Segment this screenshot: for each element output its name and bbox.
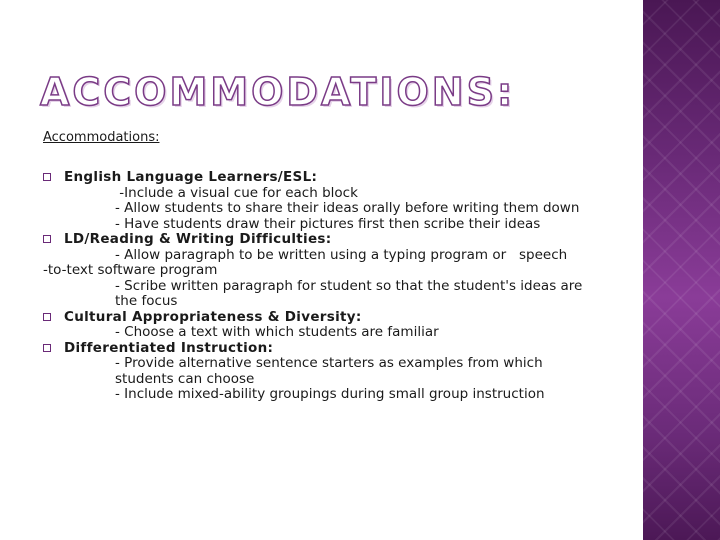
list-item: - Provide alternative sentence starters as examples from which students can choose bbox=[115, 355, 543, 387]
section-heading-text: Differentiated Instruction: bbox=[64, 339, 274, 356]
bullet-square-icon bbox=[43, 173, 51, 181]
section-heading-cultural bbox=[43, 310, 613, 326]
list-item: -to-text software program bbox=[43, 262, 218, 278]
bullet-square-icon bbox=[43, 235, 51, 243]
section-heading-text: English Language Learners/ESL: bbox=[64, 169, 318, 185]
section-heading-ld bbox=[43, 232, 613, 248]
list-item: - Allow students to share their ideas orally before writing them down bbox=[115, 200, 580, 216]
bullet-square-icon bbox=[43, 313, 51, 321]
list-item: -Include a visual cue for each block bbox=[115, 184, 358, 201]
bullet-square-icon bbox=[43, 344, 51, 352]
subheading: Accommodations: bbox=[43, 130, 160, 145]
list-item: - Have students draw their pictures first then scribe their ideas bbox=[115, 215, 541, 232]
slide-title: ACCOMMODATIONS: bbox=[40, 70, 516, 114]
list-item: - Include mixed-ability groupings during small group instruction bbox=[115, 386, 545, 402]
section-heading-differentiated bbox=[43, 341, 613, 357]
accommodations-list bbox=[43, 170, 613, 403]
decorative-side-band bbox=[641, 0, 720, 540]
list-item: - Allow paragraph to be written using a typing program or speech bbox=[115, 246, 568, 263]
list-item: - Choose a text with which students are familiar bbox=[115, 324, 439, 340]
list-item: - Scribe written paragraph for student so that the student's ideas are the focus bbox=[115, 277, 583, 309]
section-heading-text: LD/Reading & Writing Difficulties: bbox=[64, 231, 332, 247]
section-heading-text: Cultural Appropriateness & Diversity: bbox=[64, 308, 362, 325]
section-heading-esl bbox=[43, 170, 613, 186]
side-band-divider bbox=[641, 0, 643, 540]
